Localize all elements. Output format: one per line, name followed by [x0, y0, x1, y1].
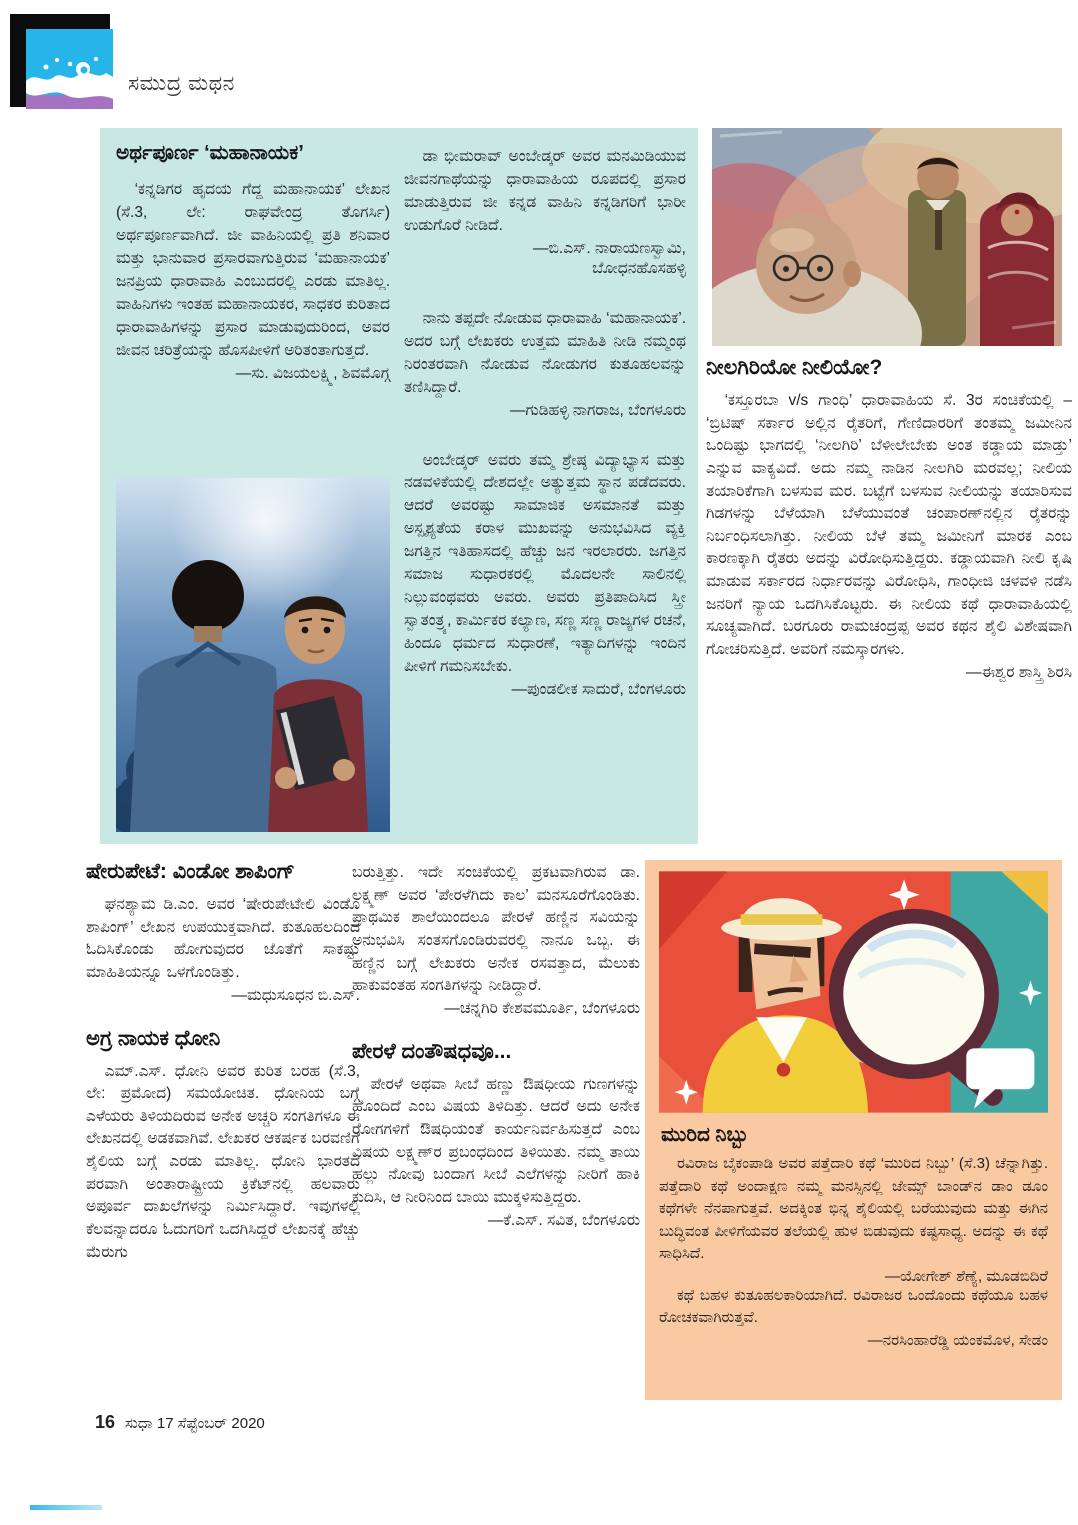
murida-letter-signature: —ಯೋಗೇಶ್ ಶೆಣ್ಯೆ, ಮೂಡಬಿದಿರೆ	[884, 1267, 1048, 1285]
letter-signature-place: ಬೋಧನಹೊಸಹಳ್ಳಿ	[592, 259, 686, 277]
article-text: ‘ಕಸ್ತೂರಬಾ v/s ಗಾಂಧಿ’ ಧಾರಾವಾಹಿಯ ಸೆ. 3ರ ಸಂಚಿಕೆಯಲ್ಲಿ – ‘ಬ್ರಿಟಿಷ್ ಸರ್ಕಾರ ಅಲ್ಲಿನ ರೈತರಿಗೆ, ಗೇಣಿದಾರರಿಗೆ ತಂತಮ್ಮ ಜಮೀನಿನ ಒಂದಿಷ್ಟು ಭಾಗದಲ್ಲಿ ‘ನೀಲಗಿರಿ’ ಬೆಳೀಲೇಬೇಕು ಅಂತ ಕಡ್ಡಾಯ ಮಾಡ್ತು’ ಎನ್ನುವ ವಾಕ್ಯವಿದೆ. ಅದು ನಮ್ಮ ನಾಡಿನ ನೀಲಗಿರಿ ಮರವಲ್ಲ; ನೀಲಿಯ ತಯಾರಿಕೆಗಾಗಿ ಬಳಸುವ ಮರ. ಬಟ್ಟೆಗೆ ಬಳಸುವ ನೀಲಿಯನ್ನು ತಯಾರಿಸುವ ಗಿಡಗಳನ್ನು ಬೆಳೆಯಾಗಿ ಬೆಳೆಯುವಂತೆ ಚಂಪಾರಣ್‌ನಲ್ಲಿನ ರೈತರನ್ನು ನಿರ್ಬಂಧಿಸಲಾಗಿತ್ತು. ನೀಲಿಯ ಬೆಳೆ ತಮ್ಮ ಜಮೀನಿಗೆ ಮಾರಕ ಎಂಬ ಕಾರಣಕ್ಕಾಗಿ ರೈತರು ಅದನ್ನು ವಿರೋಧಿಸುತ್ತಿದ್ದರು. ಕಡ್ಡಾಯವಾಗಿ ನೀಲಿ ಕೃಷಿ ಮಾಡುವ ಸರ್ಕಾರದ ನಿರ್ಧಾರವನ್ನು ವಿರೋಧಿಸಿ, ಗಾಂಧೀಜಿ ಚಳವಳಿ ನಡೆಸಿ ಜನರಿಗೆ ನ್ಯಾಯ ಒದಗಿಸಿಕೊಟ್ಟರು. ಈ ನೀಲಿಯ ಕಥೆ ಧಾರಾವಾಹಿಯಲ್ಲಿ ಸೂಚ್ಯವಾಗಿದೆ. ಬರಗೂರು ರಾಮಚಂದ್ರಪ್ಪ ಅವರ ಕಥನ ಶೈಲಿ ವಿಶೇಷವಾಗಿ ಗೋಚರಿಸುತ್ತಿದೆ. ಅವರಿಗೆ ನಮಸ್ಕಾರಗಳು.	[706, 392, 1072, 658]
letter-signature: —ಪುಂಡಲೀಕ ಸಾದುರೆ, ಬೆಂಗಳೂರು	[511, 680, 686, 698]
dhoni-title: ಅಗ್ರ ನಾಯಕ ಧೋನಿ	[86, 1026, 221, 1050]
perale-signature: —ಕೆ.ಎಸ್. ಸವಿತ, ಬೆಂಗಳೂರು	[487, 1211, 640, 1229]
mahanayaka-serial-photo	[116, 478, 390, 832]
neelagiri-article	[706, 356, 1072, 682]
sharemarket-text: ಘನಶ್ಯಾಮ ಡಿ.ಎಂ. ಅವರ ‘ಷೇರುಪೇಟೇಲಿ ವಿಂಡೊ ಶಾಪಿಂಗ್’ ಲೇಖನ ಉಪಯುಕ್ತವಾಗಿದೆ. ಕುತೂಹಲದಿಂದ ಓದಿಸಿಕೊಂಡು ಹೋಗುವುದರ ಜೊತೆಗೆ ಸಾಕಷ್ಟು ಮಾಹಿತಿಯನ್ನೂ ಒಳಗೊಂಡಿತ್ತು.	[86, 896, 360, 981]
murida-letter-signature: —ನರಸಿಂಹಾರೆಡ್ಡಿ ಯಂಕಮೊಳ, ಸೇಡಂ	[867, 1331, 1048, 1349]
letter-text: ಡಾ ಭೀಮರಾವ್ ಅಂಬೇಡ್ಕರ್ ಅವರ ಮನಮಿಡಿಯುವ ಜೀವನಗಾಥೆಯನ್ನು ಧಾರಾವಾಹಿಯ ರೂಪದಲ್ಲಿ ಪ್ರಸಾರ ಮಾಡುತ್ತಿರುವ ಜೀ ಕನ್ನಡ ವಾಹಿನಿ ಕನ್ನಡಿಗರಿಗೆ ಭಾರೀ ಉಡುಗೊರೆ ನೀಡಿದೆ.	[404, 148, 686, 234]
letter	[404, 450, 686, 699]
sharemarket-title: ಷೇರುಪೇಟೆ: ವಿಂಡೋ ಶಾಪಿಂಗ್	[86, 860, 295, 883]
dhoni-text-part1: ಎಮ್.ಎಸ್. ಧೋನಿ ಅವರ ಕುರಿತ ಬರಹ (ಸೆ.3, ಲೇ: ಪ್ರಮೋದ) ಸಮಯೋಚಿತ. ಧೋನಿಯ ಬಗ್ಗೆ ಎಳೆಯರು ತಿಳಿಯದಿರುವ ಅನೇಕ ಅಚ್ಚರಿ ಸಂಗತಿಗಳೂ ಈ ಲೇಖನದಲ್ಲಿ ಅಡಕವಾಗಿವೆ. ಲೇಖಕರ ಆಕರ್ಷಕ ಬರವಣಿಗೆ ಶೈಲಿಯ ಬಗ್ಗೆ ಎರಡು ಮಾತಿಲ್ಲ. ಧೋನಿ ಭಾರತದ ಪರವಾಗಿ ಅಂತಾರಾಷ್ಟ್ರೀಯ ಕ್ರಿಕೆಟ್‌ನಲ್ಲಿ ಹಲವಾರು ಅಪೂರ್ವ ದಾಖಲೆಗಳನ್ನು ನಿರ್ಮಿಸಿದ್ದಾರೆ. ಇವುಗಳಲ್ಲಿ ಕೆಲವನ್ನಾದರೂ ಓದುಗರಿಗೆ ಒದಗಿಸಿದ್ದರೆ ಲೇಖನಕ್ಕೆ ಹೆಚ್ಚು ಮೆರುಗು	[86, 1062, 360, 1261]
issue-label: ಸುಧಾ 17 ಸೆಪ್ಟೆಂಬರ್ 2020	[125, 1415, 265, 1432]
detective-with-magnifier-illustration	[659, 868, 1048, 1116]
gandhi-kasturba-painting	[712, 128, 1062, 346]
murida-nibbu-box	[645, 860, 1062, 1400]
letter-signature: —ಸು. ವಿಜಯಲಕ್ಷ್ಮಿ, ಶಿವಮೊಗ್ಗ	[235, 364, 390, 382]
page-number: 16	[95, 1412, 116, 1432]
letters-box-right-column	[404, 146, 686, 729]
dhoni-signature: —ಚನ್ನಗಿರಿ ಕೇಶವಮೂರ್ತಿ, ಬೆಂಗಳೂರು	[444, 999, 640, 1017]
middle-column	[352, 862, 640, 1230]
article-signature: —ಈಶ್ವರ ಶಾಸ್ತ್ರಿ ಶಿರಸಿ	[966, 663, 1072, 681]
article-title: ನೀಲಗಿರಿಯೋ ನೀಲಿಯೋ?	[706, 356, 883, 379]
sharemarket-signature: —ಮಧುಸೂಧನ ಬಿ.ಎಸ್.	[231, 986, 360, 1004]
murida-letter-text: ರವಿರಾಜ ಬೈಕಂಪಾಡಿ ಅವರ ಪತ್ತೆದಾರಿ ಕಥೆ ‘ಮುರಿದ ನಿಬ್ಬು’ (ಸೆ.3) ಚೆನ್ನಾಗಿತ್ತು. ಪತ್ತೆದಾರಿ ಕಥೆ ಅಂದಾಕ್ಷಣ ನಮ್ಮ ಮನಸ್ಸಿನಲ್ಲಿ ಜೇಮ್ಸ್ ಬಾಂಡ್‌ನ ಡಾಂ ಡೂಂ ಕಥೆಗಳೇ ನೆನಪಾಗುತ್ತವೆ. ಅದಕ್ಕಿಂತ ಭಿನ್ನ ಶೈಲಿಯಲ್ಲಿ ಬರೆಯುವುದು ಮತ್ತು ಈಗಿನ ಬುದ್ಧಿವಂತ ಪೀಳಿಗೆಯವರ ತಲೆಯಲ್ಲಿ ಹುಳ ಬಿಡುವುದು ಕಷ್ಟಸಾಧ್ಯ. ಅದನ್ನು ಈ ಕಥೆ ಸಾಧಿಸಿದೆ.	[659, 1155, 1048, 1262]
murida-letter-text: ಕಥೆ ಬಹಳ ಕುತೂಹಲಕಾರಿಯಾಗಿದೆ. ರವಿರಾಜರ ಒಂದೊಂದು ಕಥೆಯೂ ಬಹಳ ರೋಚಕವಾಗಿರುತ್ತವೆ.	[659, 1286, 1048, 1326]
letters-box-title: ಅರ್ಥಪೂರ್ಣ ‘ಮಹಾನಾಯಕ’	[116, 142, 304, 164]
perale-text: ಪೇರಳೆ ಅಥವಾ ಸೀಬೆ ಹಣ್ಣು ಔಷಧೀಯ ಗುಣಗಳನ್ನು ಹೊಂದಿದೆ ಎಂಬ ವಿಷಯ ತಿಳಿದಿತ್ತು. ಆದರೆ ಅದು ಅನೇಕ ರೋಗಗಳಿಗೆ ಔಷಧಿಯಂತೆ ಕಾರ್ಯನಿರ್ವಹಿಸುತ್ತದೆ ಎಂಬ ವಿಷಯ ಲಕ್ಷ್ಮಣ್‌ರ ಪ್ರಬಂಧದಿಂದ ತಿಳಿಯಿತು. ನಮ್ಮ ತಾಯಿ ಹಲ್ಲು ನೋವು ಬಂದಾಗ ಸೀಬೆ ಎಲೆಗಳನ್ನು ನೀರಿಗೆ ಹಾಕಿ ಕುದಿಸಿ, ಆ ನೀರಿನಿಂದ ಬಾಯಿ ಮುಕ್ಕಳಿಸುತ್ತಿದ್ದರು.	[352, 1075, 640, 1206]
letter	[404, 308, 686, 420]
letter-text: ನಾನು ತಪ್ಪದೇ ನೋಡುವ ಧಾರಾವಾಹಿ ‘ಮಹಾನಾಯಕ’. ಅದರ ಬಗ್ಗೆ ಲೇಖಕರು ಉತ್ತಮ ಮಾಹಿತಿ ನೀಡಿ ನಮ್ಮಂಥ ನಿರಂತರವಾಗಿ ನೋಡುವ ನೋಡುಗರ ಕುತೂಹಲವನ್ನು ತಣಿಸಿದ್ದಾರೆ.	[404, 309, 686, 396]
page-edge-strip	[30, 1505, 102, 1510]
letter-signature: —ಗುಡಿಹಳ್ಳಿ ನಾಗರಾಜ, ಬೆಂಗಳೂರು	[509, 401, 686, 419]
letter-signature: —ಬಿ.ಎಸ್. ನಾರಾಯಣಸ್ವಾಮಿ,	[533, 239, 686, 257]
perale-title: ಪೇರಳೆ ದಂತೌಷಧವೂ...	[352, 1039, 512, 1063]
letters-box-left-column	[116, 142, 390, 383]
letter-text: ಅಂಬೇಡ್ಕರ್ ಅವರು ತಮ್ಮ ಶ್ರೇಷ್ಠ ವಿದ್ಯಾಭ್ಯಾಸ ಮತ್ತು ನಡವಳಿಕೆಯಲ್ಲಿ ದೇಶದಲ್ಲೇ ಅತ್ಯುತ್ತಮ ಸ್ಥಾನ ಪಡೆದವರು. ಆದರೆ ಅವರಷ್ಟು ಸಾಮಾಜಿಕ ಅಸಮಾನತೆ ಮತ್ತು ಅಸ್ಪೃಶ್ಯತೆಯ ಕರಾಳ ಮುಖವನ್ನು ಅನುಭವಿಸಿದ ವ್ಯಕ್ತಿ ಜಗತ್ತಿನ ಇತಿಹಾಸದಲ್ಲಿ ಹೆಚ್ಚು ಜನ ಇರಲಾರರು. ಜಗತ್ತಿನ ಸಮಾಜ ಸುಧಾರಕರಲ್ಲಿ ಮೊದಲನೇ ಸಾಲಿನಲ್ಲಿ ನಿಲ್ಲುವಂಥವರು ಅವರು. ಅವರು ಪ್ರತಿಪಾದಿಸಿದ ಸ್ತ್ರೀ ಸ್ವಾತಂತ್ರ್ಯ, ಕಾರ್ಮಿಕರ ಕಲ್ಯಾಣ, ಸಣ್ಣ ಸಣ್ಣ ರಾಜ್ಯಗಳ ರಚನೆ, ಹಿಂದೂ ಧರ್ಮದ ಸುಧಾರಣೆ, ಇತ್ಯಾದಿಗಳನ್ನು ಇಂದಿನ ಪೀಳಿಗೆ ಗಮನಿಸಬೇಕು.	[404, 451, 686, 675]
section-masthead: ಸಮುದ್ರ ಮಥನ	[128, 72, 235, 95]
page-footer	[95, 1412, 265, 1433]
dhoni-text-part2: ಬರುತ್ತಿತ್ತು. ಇದೇ ಸಂಚಿಕೆಯಲ್ಲಿ ಪ್ರಕಟವಾಗಿರುವ ಡಾ. ಲಕ್ಷ್ಮಣ್ ಅವರ ‘ಪೇರಳೆಗಿದು ಕಾಲ’ ಮನಸೂರೆಗೊಂಡಿತು. ಪ್ರಾಥಮಿಕ ಶಾಲೆಯಿಂದಲೂ ಪೇರಳೆ ಹಣ್ಣಿನ ಸವಿಯನ್ನು ಅನುಭವಿಸಿ ಸಂತಸಗೊಂಡಿರುವರಲ್ಲಿ ನಾನೂ ಒಬ್ಬ. ಈ ಹಣ್ಣಿನ ಬಗ್ಗೆ ಲೇಖಕರು ಅನೇಕ ರಸವತ್ತಾದ, ಮೆಲುಕು ಹಾಕುವಂತಹ ಸಂಗತಿಗಳನ್ನು ನೀಡಿದ್ದಾರೆ.	[352, 864, 640, 995]
bottom-left-column	[86, 860, 360, 1264]
letter-text: ‘ಕನ್ನಡಿಗರ ಹೃದಯ ಗೆದ್ದ ಮಹಾನಾಯಕ’ ಲೇಖನ (ಸೆ.3, ಲೇ: ರಾಘವೇಂದ್ರ ತೊಗರ್ಸಿ) ಅರ್ಥಪೂರ್ಣವಾಗಿದೆ. ಜೀ ವಾಹಿನಿಯಲ್ಲಿ ಪ್ರತಿ ಶನಿವಾರ ಮತ್ತು ಭಾನುವಾರ ಪ್ರಸಾರವಾಗುತ್ತಿರುವ ‘ಮಹಾನಾಯಕ’ ಜನಪ್ರಿಯ ಧಾರಾವಾಹಿ ಎಂಬುದರಲ್ಲಿ ಎರಡು ಮಾತಿಲ್ಲ. ವಾಹಿನಿಗಳು ಇಂತಹ ಮಹಾನಾಯಕರ, ಸಾಧಕರ ಕುರಿತಾದ ಧಾರಾವಾಹಿಗಳನ್ನು ಪ್ರಸಾರ ಮಾಡುವುದುರಿಂದ, ಅವರ ಜೀವನ ಚರಿತ್ರೆಯನ್ನು ಹೊಸಪೀಳಿಗೆ ಅರಿತಂತಾಗುತ್ತದೆ.	[116, 181, 390, 359]
samudra-mathana-wave-logo-icon	[26, 29, 113, 109]
murida-title: ಮುರಿದ ನಿಬ್ಬು	[661, 1124, 749, 1146]
letter	[404, 146, 686, 278]
